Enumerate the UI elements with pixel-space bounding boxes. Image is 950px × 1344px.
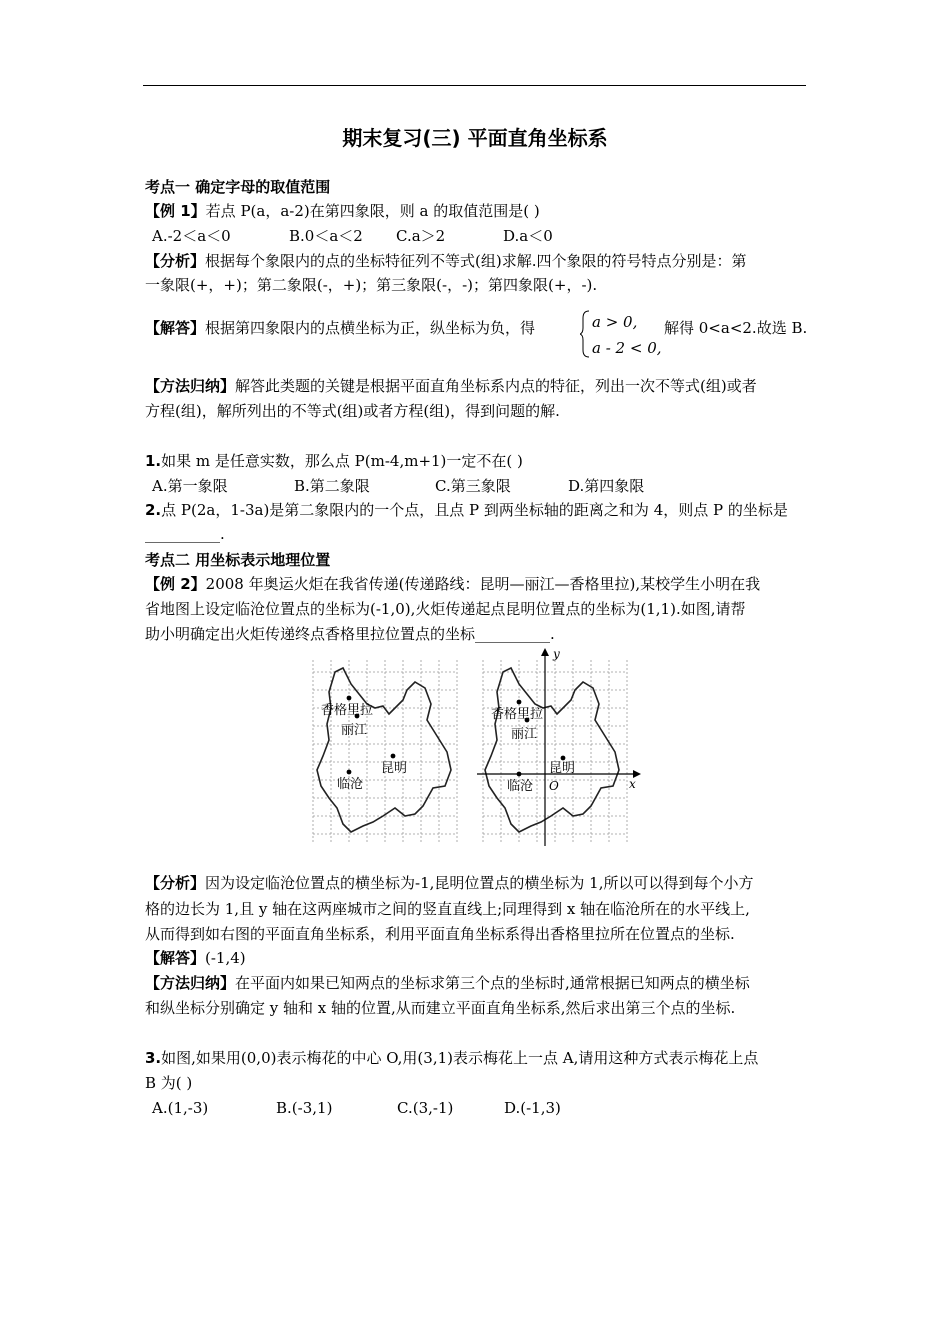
svg-text:香格里拉: 香格里拉 (491, 707, 544, 722)
analysis2-line2: 格的边长为 1,且 y 轴在这两座城市之间的竖直直线上;同理得到 x 轴在临沧所在的水平线上, (145, 900, 750, 918)
option-d: D.a＜0 (503, 227, 553, 245)
example2-line3: 助小明确定出火炬传递终点香格里拉位置点的坐标__________. (145, 625, 555, 643)
svg-text:丽江: 丽江 (511, 727, 538, 742)
label-kunming: 昆明 (381, 761, 408, 776)
section1-heading: 考点一 确定字母的取值范围 (145, 178, 331, 196)
example1: 【例 1】若点 P(a，a-2)在第四象限，则 a 的取值范围是( ) (145, 202, 540, 220)
option-a: A.-2＜a＜0 (152, 227, 231, 245)
page-title: 期末复习(三) 平面直角坐标系 (342, 126, 608, 150)
eq2: a - 2 < 0, (592, 339, 662, 357)
answer1: 【解答】根据第四象限内的点横坐标为正，纵坐标为负，得 (145, 319, 536, 337)
analysis2-line1: 【分析】因为设定临沧位置点的横坐标为-1,昆明位置点的横坐标为 1,所以可以得到每个小方 (145, 874, 754, 892)
question2-line2: __________. (145, 525, 225, 543)
section2-heading: 考点二 用坐标表示地理位置 (145, 551, 331, 569)
method1-line2: 方程(组)，解所列出的不等式(组)或者方程(组)，得到问题的解. (145, 402, 560, 420)
question3-options: A.(1,-3) B.(-3,1) C.(3,-1) D.(-1,3) (152, 1099, 561, 1117)
top-rule (143, 85, 806, 86)
label-xianggelila: 香格里拉 (321, 703, 374, 718)
option-b: B.0＜a＜2 (289, 227, 363, 245)
x-axis-label: x (629, 777, 636, 791)
question3-line2: B 为( ) (145, 1074, 193, 1092)
label-lijiang: 丽江 (341, 723, 368, 738)
eq1: a > 0, (592, 313, 638, 331)
y-axis-label: y (553, 648, 560, 661)
method2-line1: 【方法归纳】在平面内如果已知两点的坐标求第三个点的坐标时,通常根据已知两点的横坐标 (145, 974, 750, 992)
svg-text:昆明: 昆明 (549, 761, 576, 776)
example1-options (152, 224, 553, 248)
question1: 1.如果 m 是任意实数，那么点 P(m-4,m+1)一定不在( ) (145, 452, 523, 470)
option-c: C.a＞2 (396, 227, 446, 245)
map-figure-left (307, 648, 459, 848)
question1-options: A.第一象限 B.第二象限 C.第三象限 D.第四象限 (152, 477, 645, 495)
question2-line1: 2.点 P(2a，1-3a)是第二象限内的一个点，且点 P 到两坐标轴的距离之和为 4，则点 P 的坐标是 (145, 501, 788, 519)
analysis1-line2: 一象限(+，+)；第二象限(-，+)；第三象限(-，-)；第四象限(+，-). (145, 276, 598, 294)
analysis2-line3: 从而得到如右图的平面直角坐标系，利用平面直角坐标系得出香格里拉所在位置点的坐标. (145, 925, 735, 943)
question3-line1: 3.如图,如果用(0,0)表示梅花的中心 O,用(3,1)表示梅花上一点 A,请用这种方式表示梅花上点 (145, 1049, 759, 1067)
svg-text:临沧: 临沧 (507, 779, 534, 794)
method2-line2: 和纵坐标分别确定 y 轴和 x 轴的位置,从而建立平面直角坐标系,然后求出第三个点的坐标. (145, 999, 736, 1017)
analysis1-line1: 【分析】根据每个象限内的点的坐标特征列不等式(组)求解.四个象限的符号特点分别是：第 (145, 252, 747, 270)
origin-label: O (549, 779, 559, 793)
map-figure-right (473, 648, 643, 848)
example2-line1: 【例 2】2008 年奥运火炬在我省传递(传递路线：昆明—丽江—香格里拉),某校学生小明在我 (145, 575, 761, 593)
method1-line1: 【方法归纳】解答此类题的关键是根据平面直角坐标系内点的特征，列出一次不等式(组)或者 (145, 377, 757, 395)
answer1-tail: 解得 0<a<2.故选 B. (664, 319, 808, 337)
example2-line2: 省地图上设定临沧位置点的坐标为(-1,0),火炬传递起点昆明位置点的坐标为(1,1).如图,请帮 (145, 600, 746, 618)
answer2: 【解答】(-1,4) (145, 949, 246, 967)
label-lincang: 临沧 (337, 777, 364, 792)
inequality-system (580, 308, 670, 360)
